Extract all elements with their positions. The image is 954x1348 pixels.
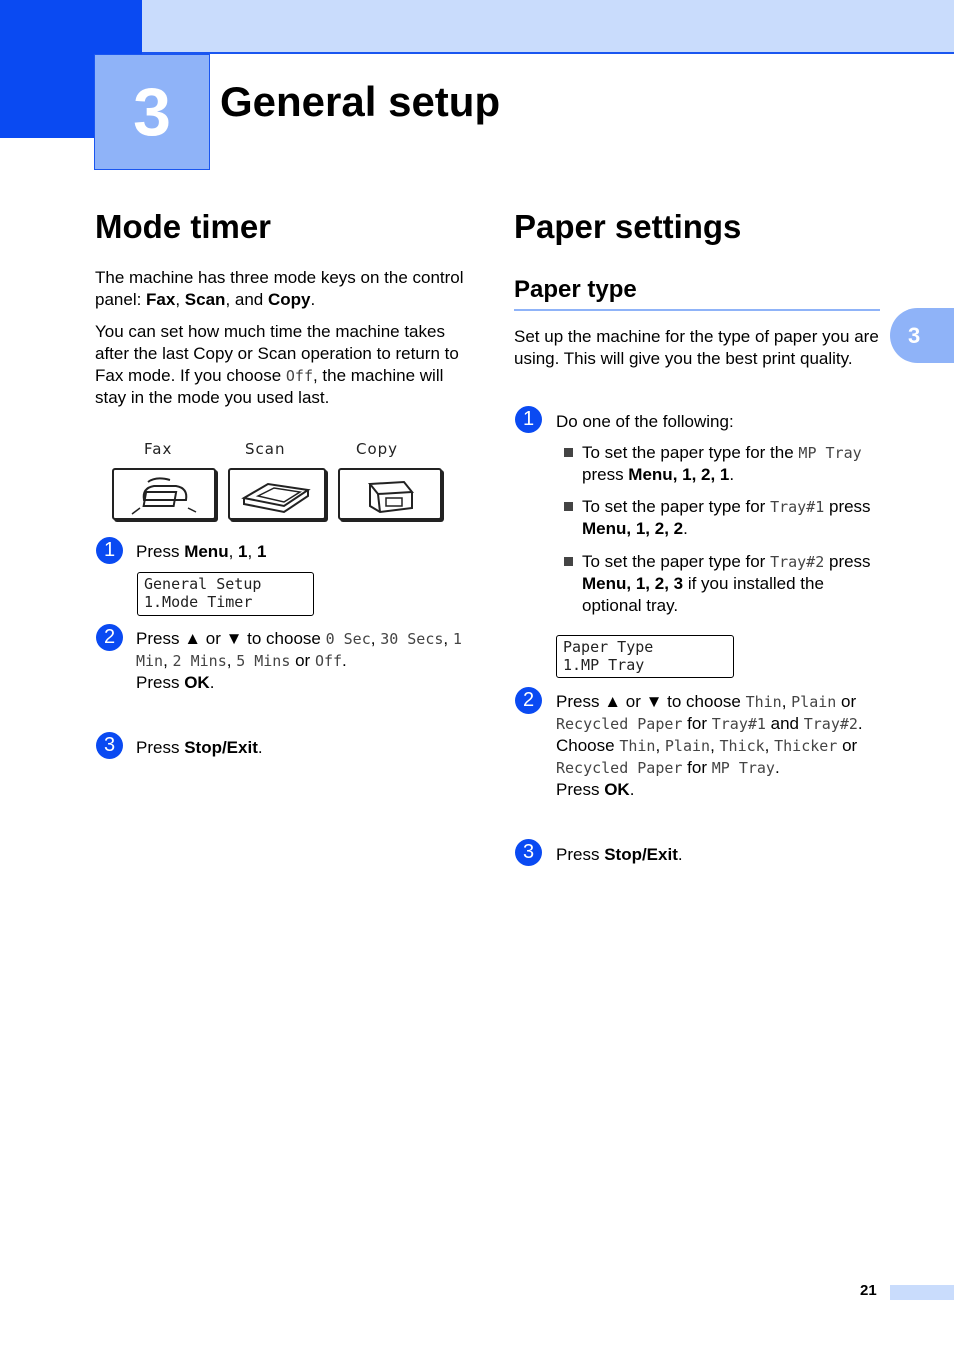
chapter-title: General setup bbox=[220, 78, 501, 125]
separator: , and bbox=[225, 290, 268, 309]
paper-type-subheading: Paper type bbox=[514, 276, 637, 303]
for-text: for bbox=[682, 714, 712, 733]
step-1-marker: 1 bbox=[96, 537, 123, 564]
scanner-icon bbox=[230, 470, 324, 518]
paper-step-1-text: Do one of the following: bbox=[556, 412, 734, 431]
scan-key-label: Scan bbox=[245, 440, 286, 458]
period: . bbox=[310, 290, 316, 309]
option-2-mins: 2 Mins bbox=[172, 652, 227, 670]
step-2-marker: 2 bbox=[96, 624, 123, 651]
down-arrow-icon: ▼ bbox=[645, 692, 663, 711]
ok-key-name: OK bbox=[604, 780, 630, 799]
mode-timer-step-1 bbox=[136, 541, 266, 563]
period: . bbox=[857, 714, 863, 733]
tray-2-value: Tray#2 bbox=[803, 715, 858, 733]
press-text: press bbox=[828, 497, 871, 516]
period: . bbox=[774, 758, 780, 777]
menu-key-name: Menu bbox=[184, 542, 229, 561]
option-plain: Plain bbox=[791, 693, 837, 711]
paper-type-intro: Set up the machine for the type of paper you are using. This will give you the best print quality. bbox=[514, 327, 879, 368]
tray-1-value: Tray#1 bbox=[770, 498, 825, 516]
period: . bbox=[677, 845, 683, 864]
mode-timer-heading: Mode timer bbox=[95, 208, 272, 245]
separator: , bbox=[710, 736, 720, 755]
press-text: press bbox=[582, 465, 629, 484]
separator: , bbox=[443, 629, 453, 648]
separator: , bbox=[226, 651, 237, 670]
step-text: Press bbox=[136, 738, 185, 757]
stop-exit-key-name: Stop/Exit bbox=[604, 845, 678, 864]
mode-timer-description bbox=[95, 321, 465, 409]
bullet-text-end: if you installed the optional tray. bbox=[582, 574, 824, 615]
option-30-secs: 30 Secs bbox=[380, 630, 444, 648]
or-text: or bbox=[837, 736, 858, 755]
paper-step-3-marker: 3 bbox=[515, 839, 542, 866]
up-arrow-icon: ▲ bbox=[184, 629, 202, 648]
footer-bar bbox=[890, 1285, 954, 1300]
option-recycled-paper: Recycled Paper bbox=[556, 715, 683, 733]
paper-step-2 bbox=[556, 691, 886, 801]
subheading-rule bbox=[514, 309, 880, 311]
separator: , bbox=[163, 651, 173, 670]
option-1-min: 1 Min bbox=[136, 630, 462, 670]
mode-timer-intro bbox=[95, 267, 465, 311]
step-text: Press bbox=[136, 542, 185, 561]
paper-step-2-marker: 2 bbox=[515, 687, 542, 714]
separator: , bbox=[764, 736, 775, 755]
chapter-side-tab: 3 bbox=[890, 308, 954, 363]
copier-icon bbox=[340, 470, 440, 518]
or-text: or bbox=[201, 629, 226, 648]
ok-key-name: OK bbox=[184, 673, 210, 692]
bullet-marker bbox=[564, 502, 573, 511]
key-sequence: , 1, 2, 2 bbox=[626, 519, 684, 538]
key-sequence: , 1, 2, 1 bbox=[672, 465, 730, 484]
separator: , bbox=[655, 736, 665, 755]
menu-key-name: Menu bbox=[582, 574, 627, 593]
down-arrow-icon: ▼ bbox=[225, 629, 243, 648]
bullet-tray-2 bbox=[582, 551, 872, 617]
choose-text: to choose bbox=[662, 692, 746, 711]
separator: , bbox=[781, 692, 792, 711]
fax-key-label: Fax bbox=[144, 440, 173, 458]
mode-timer-step-3 bbox=[136, 737, 263, 759]
bullet-text: To set the paper type for the bbox=[582, 443, 799, 462]
key-1: 1 bbox=[238, 542, 248, 561]
paper-step-3 bbox=[556, 844, 683, 866]
menu-key-name: Menu bbox=[582, 519, 627, 538]
choose-text: to choose bbox=[242, 629, 326, 648]
or-text: or bbox=[290, 651, 311, 670]
mode-timer-step-2 bbox=[136, 628, 466, 694]
fax-key bbox=[112, 468, 216, 520]
scan-key-name: Scan bbox=[184, 290, 226, 309]
description-text: You can set how much time the machine takes after the last Copy or Scan operation to return to Fax mode. If you choose bbox=[95, 322, 459, 385]
page-number: 21 bbox=[860, 1282, 877, 1299]
key-sequence: , 1, 2, 3 bbox=[626, 574, 684, 593]
bullet-text: To set the paper type for bbox=[582, 497, 771, 516]
tray-1-value: Tray#1 bbox=[711, 715, 766, 733]
option-plain: Plain bbox=[664, 737, 711, 755]
step-text: Press bbox=[136, 629, 185, 648]
lcd-paper-type: Paper Type 1.MP Tray bbox=[556, 635, 734, 678]
mp-tray-value: MP Tray bbox=[711, 759, 775, 777]
separator: , bbox=[370, 629, 381, 648]
paper-settings-heading: Paper settings bbox=[514, 208, 742, 245]
copy-key-label: Copy bbox=[356, 440, 399, 458]
option-recycled-paper: Recycled Paper bbox=[556, 759, 683, 777]
lcd-mode-timer: General Setup 1.Mode Timer bbox=[137, 572, 314, 616]
option-5-mins: 5 Mins bbox=[236, 652, 291, 670]
bullet-text: To set the paper type for bbox=[582, 552, 771, 571]
description-text-end: , the machine will stay in the mode you used last. bbox=[95, 366, 444, 407]
scan-key bbox=[228, 468, 326, 520]
and-text: and bbox=[765, 714, 804, 733]
for-text: for bbox=[682, 758, 712, 777]
option-off: Off bbox=[314, 652, 343, 670]
up-arrow-icon: ▲ bbox=[604, 692, 622, 711]
or-text: or bbox=[836, 692, 857, 711]
period: . bbox=[683, 519, 688, 538]
bullet-marker bbox=[564, 557, 573, 566]
period: . bbox=[342, 651, 347, 670]
paper-step-1-marker: 1 bbox=[515, 406, 542, 433]
period: . bbox=[729, 465, 735, 484]
bullet-mp-tray bbox=[582, 442, 872, 486]
header-band bbox=[142, 0, 954, 54]
intro-text: The machine has three mode keys on the control panel: bbox=[95, 268, 464, 309]
choose-text: Choose bbox=[556, 736, 620, 755]
fax-key-name: Fax bbox=[146, 290, 176, 309]
step-text: Press bbox=[556, 845, 605, 864]
separator: , bbox=[228, 542, 239, 561]
step-text: Press bbox=[136, 673, 185, 692]
fax-machine-icon bbox=[114, 470, 214, 518]
bullet-tray-1 bbox=[582, 496, 872, 540]
or-text: or bbox=[621, 692, 646, 711]
option-thicker: Thicker bbox=[774, 737, 838, 755]
period: . bbox=[629, 780, 635, 799]
menu-key-name: Menu bbox=[628, 465, 673, 484]
separator: , bbox=[175, 290, 185, 309]
off-option: Off bbox=[285, 367, 313, 385]
option-thin: Thin bbox=[619, 737, 656, 755]
copy-key-name: Copy bbox=[267, 290, 311, 309]
separator: , bbox=[247, 542, 257, 561]
press-text: press bbox=[828, 552, 871, 571]
option-thick: Thick bbox=[719, 737, 765, 755]
key-1: 1 bbox=[256, 542, 267, 561]
period: . bbox=[257, 738, 263, 757]
bullet-marker bbox=[564, 448, 573, 457]
period: . bbox=[209, 673, 215, 692]
mp-tray-value: MP Tray bbox=[798, 444, 862, 462]
chapter-number-box: 3 bbox=[94, 54, 210, 170]
copy-key bbox=[338, 468, 442, 520]
step-3-marker: 3 bbox=[96, 732, 123, 759]
tray-2-value: Tray#2 bbox=[770, 553, 825, 571]
stop-exit-key-name: Stop/Exit bbox=[184, 738, 258, 757]
option-thin: Thin bbox=[745, 693, 782, 711]
option-0-sec: 0 Sec bbox=[325, 630, 371, 648]
step-text: Press bbox=[556, 692, 605, 711]
step-text: Press bbox=[556, 780, 605, 799]
